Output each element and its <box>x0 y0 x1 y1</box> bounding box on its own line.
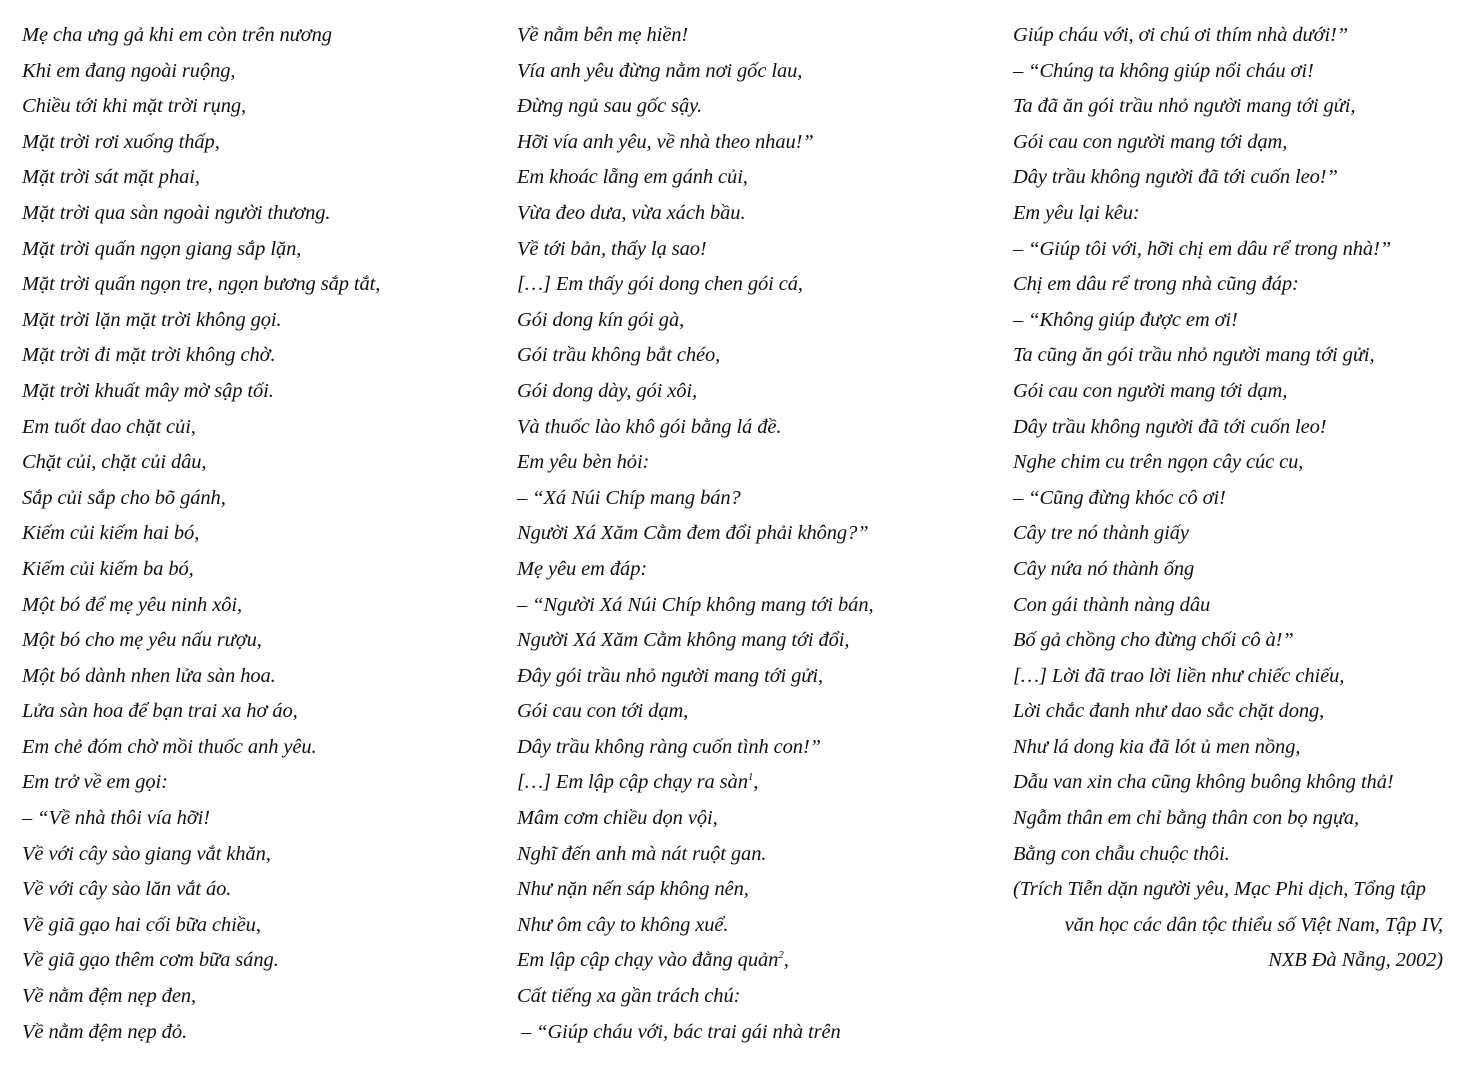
poem-line: Đây gói trầu nhỏ người mang tới gửi, <box>517 664 824 687</box>
poem-line: – “Giúp tôi với, hỡi chị em dâu rể trong nhà!” <box>1013 237 1392 260</box>
poem-line: – “Giúp cháu với, bác trai gái nhà trên <box>521 1020 841 1043</box>
poem-line: Về nằm đệm nẹp đỏ. <box>22 1020 188 1043</box>
poem-line: Mẹ yêu em đáp: <box>517 557 648 580</box>
poem-column-1 <box>22 18 492 1050</box>
poem-line: Khi em đang ngoài ruộng, <box>22 59 236 82</box>
poem-line: Mặt trời đi mặt trời không chờ. <box>22 344 276 367</box>
poem-line: Một bó để mẹ yêu ninh xôi, <box>22 593 242 616</box>
poem-line: Về giã gạo thêm cơm bữa sáng. <box>22 949 279 972</box>
poem-line: Dây trầu không người đã tới cuốn leo! <box>1013 415 1327 438</box>
poem-line: Ta đã ăn gói trầu nhỏ người mang tới gửi, <box>1013 95 1356 118</box>
source-citation-line: văn học các dân tộc thiểu số Việt Nam, Tập IV, <box>1064 913 1443 936</box>
poem-line: Bố gả chồng cho đừng chối cô à!” <box>1013 629 1294 652</box>
poem-line: Kiếm củi kiếm hai bó, <box>22 522 200 545</box>
poem-line: – “Về nhà thôi vía hỡi! <box>22 807 210 830</box>
poem-line: Mặt trời lặn mặt trời không gọi. <box>22 308 282 331</box>
poem-line: Và thuốc lào khô gói bằng lá đề. <box>517 415 782 438</box>
poem-line: Kiếm củi kiếm ba bó, <box>22 557 194 580</box>
poem-line: Như nặn nến sáp không nên, <box>517 878 749 901</box>
poem-line <box>517 765 987 801</box>
poem-line: Về với cây sào giang vắt khăn, <box>22 842 271 865</box>
poem-line: Mâm cơm chiều dọn vội, <box>517 807 718 830</box>
poem-line-text: […] Em lập cập chạy ra sàn <box>517 771 748 794</box>
poem-line: Cây tre nó thành giấy <box>1013 522 1189 545</box>
poem-line: – “Chúng ta không giúp nổi cháu ơi! <box>1013 59 1314 82</box>
poem-line: Mặt trời rơi xuống thấp, <box>22 130 220 153</box>
poem-line: Vừa đeo dưa, vừa xách bầu. <box>517 201 746 224</box>
poem-line: Gói cau con tới dạm, <box>517 700 689 723</box>
poem-line: Cây nứa nó thành ống <box>1013 557 1195 580</box>
poem-line: Mặt trời sát mặt phai, <box>22 166 200 189</box>
poem-line: Sắp củi sắp cho bõ gánh, <box>22 486 226 509</box>
poem-line: – “Cũng đừng khóc cô ơi! <box>1013 486 1226 509</box>
poem-line: Cất tiếng xa gần trách chú: <box>517 985 741 1008</box>
poem-line: Đừng ngủ sau gốc sậy. <box>517 95 703 118</box>
poem-line: Người Xá Xăm Cằm đem đổi phải không?” <box>517 522 869 545</box>
poem-line: Như lá dong kia đã lót ủ men nồng, <box>1013 735 1301 758</box>
poem-line: […] Em thấy gói dong chen gói cá, <box>517 273 803 296</box>
poem-line: Về giã gạo hai cối bữa chiều, <box>22 913 261 936</box>
footnote-mark: 2 <box>778 949 784 962</box>
poem-line: Gói cau con người mang tới dạm, <box>1013 379 1288 402</box>
source-citation-line: (Trích Tiễn dặn người yêu, Mạc Phi dịch, Tổng tập <box>1013 878 1426 901</box>
poem-line: Dây trầu không ràng cuốn tình con!” <box>517 735 821 758</box>
poem-line: […] Lời đã trao lời liền như chiếc chiếu, <box>1013 664 1345 687</box>
poem-line: Bằng con chẫu chuộc thôi. <box>1013 842 1230 865</box>
punctuation: , <box>783 949 789 972</box>
poem-line: Gói trầu không bắt chéo, <box>517 344 721 367</box>
poem-line: Về nằm đệm nẹp đen, <box>22 985 197 1008</box>
poem-line: Ta cũng ăn gói trầu nhỏ người mang tới gửi, <box>1013 344 1375 367</box>
poem-line: Như ôm cây to không xuể. <box>517 913 729 936</box>
poem-line: Hỡi vía anh yêu, về nhà theo nhau!” <box>517 130 814 153</box>
poem-line: Nghĩ đến anh mà nát ruột gan. <box>517 842 767 865</box>
poem-line: Em chẻ đóm chờ mồi thuốc anh yêu. <box>22 735 317 758</box>
poem-line: Em trở về em gọi: <box>22 771 168 794</box>
poem-line: Em tuốt dao chặt củi, <box>22 415 196 438</box>
poem-line: – “Xá Núi Chíp mang bán? <box>517 486 741 509</box>
poem-line-text: Em lập cập chạy vào đằng quản <box>517 949 779 972</box>
poem-line: Người Xá Xăm Cằm không mang tới đổi, <box>517 629 850 652</box>
poem-line: Dây trầu không người đã tới cuốn leo!” <box>1013 166 1338 189</box>
poem-line: Chặt củi, chặt củi dâu, <box>22 451 207 474</box>
poem-line: Gói dong dày, gói xôi, <box>517 379 698 402</box>
poem-line: Mẹ cha ưng gả khi em còn trên nương <box>22 24 332 46</box>
poem-line: Em khoác lẵng em gánh củi, <box>517 166 748 189</box>
poem-line: Gói dong kín gói gà, <box>517 308 685 331</box>
poem-line: Mặt trời quấn ngọn giang sắp lặn, <box>22 237 302 260</box>
poem-line: Em yêu bèn hỏi: <box>517 451 650 474</box>
source-citation-line: NXB Đà Nẵng, 2002) <box>1268 949 1443 972</box>
poem-line: Nghe chim cu trên ngọn cây cúc cu, <box>1013 451 1304 474</box>
poem-line: – “Người Xá Núi Chíp không mang tới bán, <box>517 593 874 616</box>
punctuation: , <box>753 771 759 794</box>
poem-column-3 <box>1013 18 1443 979</box>
poem-line: Chiều tới khi mặt trời rụng, <box>22 95 247 118</box>
poem-line: Lời chắc đanh như dao sắc chặt dong, <box>1013 700 1325 723</box>
footnote-mark: 1 <box>747 771 754 784</box>
poem-column-2 <box>517 18 987 1050</box>
poem-line: Giúp cháu với, ơi chú ơi thím nhà dưới!” <box>1013 24 1349 46</box>
poem-line: Dẫu van xin cha cũng không buông không thả! <box>1013 771 1394 794</box>
poem-line <box>517 943 987 979</box>
poem-line: Về với cây sào lăn vắt áo. <box>22 878 232 901</box>
poem-line: Một bó cho mẹ yêu nấu rượu, <box>22 629 262 652</box>
poem-line: Ngẫm thân em chỉ bằng thân con bọ ngựa, <box>1013 807 1360 830</box>
poem-line: – “Không giúp được em ơi! <box>1013 308 1238 331</box>
poem-line: Con gái thành nàng dâu <box>1013 593 1211 616</box>
poem-line: Vía anh yêu đừng nằm nơi gốc lau, <box>517 59 803 82</box>
poem-line: Mặt trời khuất mây mờ sập tối. <box>22 379 274 402</box>
poem-line: Chị em dâu rể trong nhà cũng đáp: <box>1013 273 1299 296</box>
poem-line: Mặt trời quấn ngọn tre, ngọn bương sắp tắt, <box>22 273 381 296</box>
poem-line: Gói cau con người mang tới dạm, <box>1013 130 1288 153</box>
poem-line: Về tới bản, thấy lạ sao! <box>517 237 707 260</box>
poem-line: Về nằm bên mẹ hiền! <box>517 24 689 46</box>
poem-line: Lửa sàn hoa để bạn trai xa hơ áo, <box>22 700 298 723</box>
poem-line: Một bó dành nhen lửa sàn hoa. <box>22 664 276 687</box>
poem-line: Mặt trời qua sàn ngoài người thương. <box>22 201 331 224</box>
poem-line: Em yêu lại kêu: <box>1013 201 1140 224</box>
